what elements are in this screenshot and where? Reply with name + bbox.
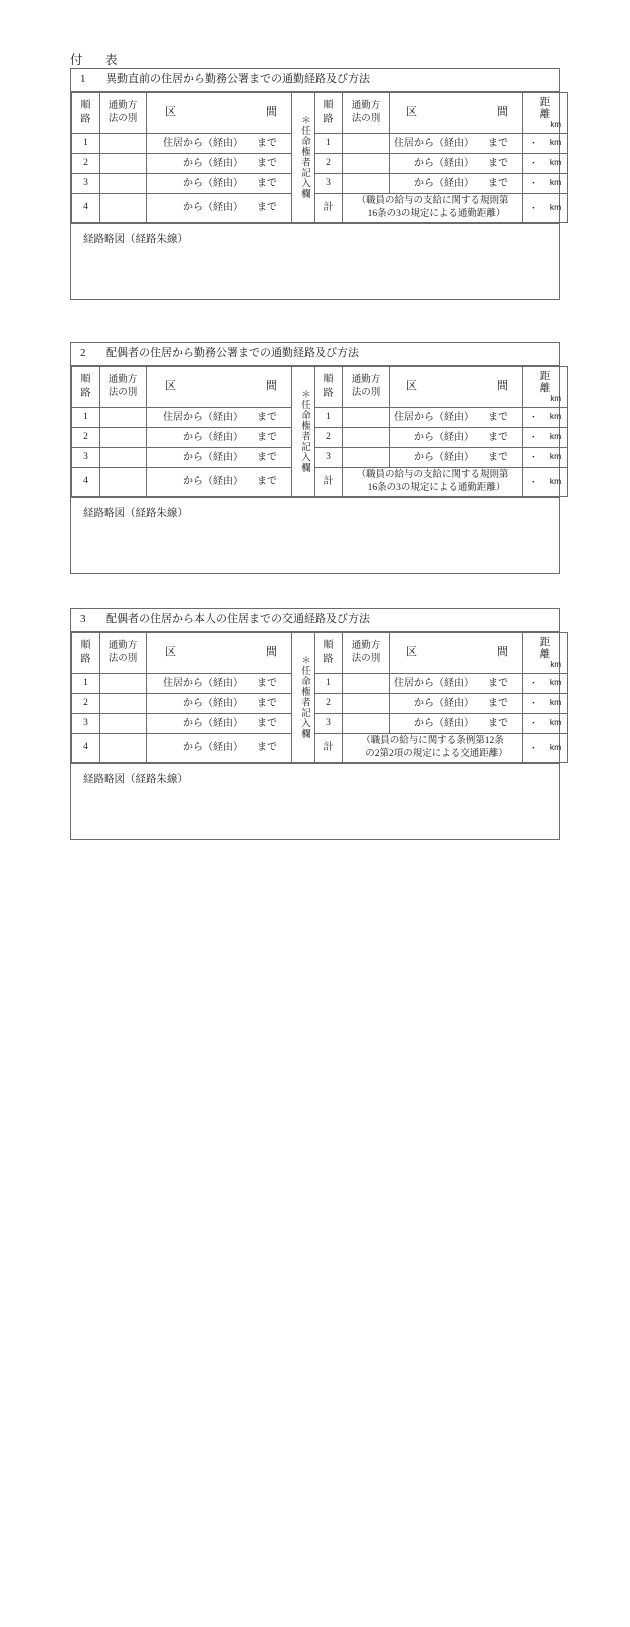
- header-span-right-right: 間: [497, 106, 508, 119]
- table-caption-3: [71, 609, 559, 632]
- span-to: まで: [488, 697, 508, 709]
- total-distance-input[interactable]: [523, 193, 568, 222]
- header-method-line2: 法の別: [108, 653, 138, 664]
- header-method-line1: 通勤方: [108, 374, 138, 385]
- span-to: まで: [257, 431, 277, 443]
- table-block-2: [70, 342, 569, 574]
- table-block-1: [70, 68, 569, 300]
- header-distance: [523, 92, 568, 133]
- span-input-left[interactable]: [147, 467, 292, 496]
- span-from: から（: [414, 451, 444, 463]
- table-header-row: [72, 366, 568, 407]
- appointer-entry-label: ＊任命権者記入欄: [298, 655, 309, 740]
- distance-dot: ・: [528, 412, 538, 423]
- distance-unit: km: [549, 451, 562, 462]
- span-from: から（: [183, 697, 213, 709]
- header-span-right-col: [390, 632, 523, 673]
- span-to: まで: [257, 697, 277, 709]
- header-distance: [523, 366, 568, 407]
- distance-input[interactable]: [523, 407, 568, 427]
- row-number-left: 2: [72, 693, 100, 713]
- span-input-left[interactable]: [147, 673, 292, 693]
- method-input-left[interactable]: [100, 153, 147, 173]
- row-number-right: 3: [315, 713, 343, 733]
- row-number-right: 2: [315, 693, 343, 713]
- total-label: 計: [315, 467, 343, 496]
- distance-input[interactable]: [523, 693, 568, 713]
- header-order-line2: 路: [80, 113, 91, 125]
- span-from: 住居から（: [394, 137, 444, 149]
- span-input-right[interactable]: [390, 133, 523, 153]
- distance-dot: ・: [528, 202, 538, 213]
- span-input-right[interactable]: [390, 427, 523, 447]
- header-order-right-line1: 順: [323, 640, 334, 652]
- span-via: 経由）: [213, 411, 243, 423]
- header-order-right-line2: 路: [323, 113, 334, 125]
- header-order-right-line1: 順: [323, 100, 334, 112]
- row-number-right: 3: [315, 173, 343, 193]
- table-total-row: [72, 467, 568, 496]
- table-header-row: [72, 92, 568, 133]
- table-row: [72, 153, 568, 173]
- table-caption-2: [71, 343, 559, 366]
- span-input-right[interactable]: [390, 693, 523, 713]
- span-via: 経由）: [444, 177, 474, 189]
- distance-input[interactable]: [523, 153, 568, 173]
- method-input-right[interactable]: [343, 693, 390, 713]
- span-via: 経由）: [213, 431, 243, 443]
- total-label: 計: [315, 193, 343, 222]
- distance-unit: km: [549, 697, 562, 708]
- span-from: から（: [183, 742, 213, 753]
- span-from: から（: [183, 431, 213, 443]
- span-from: 住居から（: [394, 411, 444, 423]
- span-via: 経由）: [213, 742, 243, 753]
- distance-unit: km: [549, 717, 562, 728]
- row-number-right: 3: [315, 447, 343, 467]
- span-via: 経由）: [213, 137, 243, 149]
- method-input-right[interactable]: [343, 427, 390, 447]
- header-method-right-line2: 法の別: [351, 387, 381, 398]
- span-input-left[interactable]: [147, 447, 292, 467]
- span-via: 経由）: [444, 431, 474, 443]
- span-from: 住居から（: [394, 677, 444, 689]
- table-row: [72, 673, 568, 693]
- span-via: 経由）: [213, 451, 243, 463]
- header-method: [100, 632, 147, 673]
- row-number-left: 4: [72, 467, 100, 496]
- span-to: まで: [488, 177, 508, 189]
- header-span: [147, 632, 292, 673]
- span-via: 経由）: [213, 476, 243, 487]
- row-number-left: 1: [72, 407, 100, 427]
- distance-input[interactable]: [523, 673, 568, 693]
- route-table-2: [71, 366, 568, 497]
- header-distance-label: 距 離: [539, 636, 569, 660]
- header-order-right: [315, 92, 343, 133]
- span-to: まで: [257, 451, 277, 463]
- method-input-right[interactable]: [343, 713, 390, 733]
- span-to: まで: [488, 411, 508, 423]
- span-from: から（: [183, 157, 213, 169]
- route-sketch-area[interactable]: [71, 763, 559, 839]
- header-order-line1: 順: [80, 640, 91, 652]
- table-row: [72, 427, 568, 447]
- span-via: 経由）: [213, 677, 243, 689]
- span-via: 経由）: [444, 137, 474, 149]
- distance-dot: ・: [528, 158, 538, 169]
- span-to: まで: [257, 157, 277, 169]
- header-order-line1: 順: [80, 100, 91, 112]
- method-input-right[interactable]: [343, 173, 390, 193]
- header-order-right-line1: 順: [323, 374, 334, 386]
- header-distance-unit: km: [550, 659, 561, 669]
- row-number-left: 3: [72, 447, 100, 467]
- distance-dot: ・: [528, 678, 538, 689]
- header-span-right-col: [390, 366, 523, 407]
- table-number-1: 1: [80, 73, 86, 85]
- span-input-right[interactable]: [390, 447, 523, 467]
- distance-unit: km: [549, 201, 562, 212]
- span-input-left[interactable]: [147, 173, 292, 193]
- span-input-right[interactable]: [390, 153, 523, 173]
- header-method-line1: 通勤方: [108, 640, 138, 651]
- span-from: から（: [414, 177, 444, 189]
- span-via: 経由）: [213, 157, 243, 169]
- header-distance-unit: km: [550, 119, 561, 129]
- header-method: [100, 366, 147, 407]
- span-from: から（: [183, 177, 213, 189]
- appointer-entry-column: [292, 366, 315, 496]
- distance-input[interactable]: [523, 133, 568, 153]
- header-span-right-left: 区: [406, 646, 417, 659]
- table-total-row: [72, 193, 568, 222]
- header-method-right: [343, 92, 390, 133]
- header-span-right: 間: [266, 380, 277, 393]
- table-row: [72, 407, 568, 427]
- header-span-right-right: 間: [497, 646, 508, 659]
- table-row: [72, 713, 568, 733]
- span-via: 経由）: [444, 697, 474, 709]
- header-method-right-line1: 通勤方: [351, 640, 381, 651]
- span-input-left[interactable]: [147, 713, 292, 733]
- span-from: から（: [183, 202, 213, 213]
- header-span-left: 区: [165, 646, 176, 659]
- header-order-right: [315, 366, 343, 407]
- header-method-right: [343, 632, 390, 673]
- span-via: 経由）: [444, 157, 474, 169]
- span-from: 住居から（: [163, 137, 213, 149]
- header-order: [72, 92, 100, 133]
- table-caption-text-1: 異動直前の住居から勤務公署までの通勤経路及び方法: [106, 73, 370, 85]
- span-to: まで: [257, 742, 277, 753]
- span-via: 経由）: [444, 677, 474, 689]
- header-span: [147, 92, 292, 133]
- span-input-left[interactable]: [147, 733, 292, 762]
- route-sketch-area[interactable]: [71, 223, 559, 299]
- header-order-line2: 路: [80, 387, 91, 399]
- route-sketch-label: 経路略図（経路朱線）: [83, 773, 188, 785]
- span-to: まで: [488, 137, 508, 149]
- total-text-line1: （職員の給与の支給に関する規則第: [356, 196, 509, 207]
- method-input-right[interactable]: [343, 447, 390, 467]
- span-to: まで: [257, 476, 277, 487]
- total-label: 計: [315, 733, 343, 762]
- span-from: 住居から（: [163, 411, 213, 423]
- header-method-right: [343, 366, 390, 407]
- table-row: [72, 447, 568, 467]
- span-to: まで: [257, 137, 277, 149]
- span-to: まで: [488, 677, 508, 689]
- table-caption-text-2: 配偶者の住居から勤務公署までの通勤経路及び方法: [106, 347, 359, 359]
- method-input-right[interactable]: [343, 673, 390, 693]
- table-total-row: [72, 733, 568, 762]
- span-input-right[interactable]: [390, 173, 523, 193]
- page-title: 付 表: [70, 53, 123, 67]
- table-number-2: 2: [80, 347, 86, 359]
- method-input-left[interactable]: [100, 673, 147, 693]
- header-distance-label: 距 離: [539, 370, 569, 394]
- row-number-left: 1: [72, 673, 100, 693]
- span-input-left[interactable]: [147, 193, 292, 222]
- total-text-line2: の2第2項の規定による交通距離）: [365, 748, 508, 759]
- header-span-left: 区: [165, 380, 176, 393]
- span-from: から（: [414, 431, 444, 443]
- total-text-line1: （職員の給与の支給に関する規則第: [356, 470, 509, 481]
- distance-unit: km: [549, 677, 562, 688]
- distance-unit: km: [549, 177, 562, 188]
- row-number-left: 1: [72, 133, 100, 153]
- distance-input[interactable]: [523, 427, 568, 447]
- distance-dot: ・: [528, 178, 538, 189]
- method-input-left[interactable]: [100, 733, 147, 762]
- span-to: まで: [257, 202, 277, 213]
- total-text-line2: 16条の3の規定による通勤距離）: [367, 208, 506, 219]
- method-input-left[interactable]: [100, 427, 147, 447]
- distance-input[interactable]: [523, 713, 568, 733]
- appointer-entry-column: [292, 92, 315, 222]
- span-to: まで: [488, 451, 508, 463]
- span-input-left[interactable]: [147, 693, 292, 713]
- distance-unit: km: [549, 137, 562, 148]
- route-sketch-area[interactable]: [71, 497, 559, 573]
- distance-unit: km: [549, 475, 562, 486]
- total-distance-input[interactable]: [523, 467, 568, 496]
- distance-dot: ・: [528, 452, 538, 463]
- table-block-3: [70, 608, 569, 840]
- total-distance-input[interactable]: [523, 733, 568, 762]
- header-span-left: 区: [165, 106, 176, 119]
- distance-dot: ・: [528, 718, 538, 729]
- span-input-right[interactable]: [390, 713, 523, 733]
- span-to: まで: [488, 431, 508, 443]
- distance-input[interactable]: [523, 173, 568, 193]
- header-order-line1: 順: [80, 374, 91, 386]
- route-sketch-label: 経路略図（経路朱線）: [83, 507, 188, 519]
- header-span-right-left: 区: [406, 106, 417, 119]
- row-number-left: 3: [72, 713, 100, 733]
- table-caption-text-3: 配偶者の住居から本人の住居までの交通経路及び方法: [106, 613, 370, 625]
- method-input-left[interactable]: [100, 133, 147, 153]
- distance-input[interactable]: [523, 447, 568, 467]
- route-table-3: [71, 632, 568, 763]
- header-method-line2: 法の別: [108, 113, 138, 124]
- span-via: 経由）: [444, 411, 474, 423]
- method-input-right[interactable]: [343, 407, 390, 427]
- distance-unit: km: [549, 157, 562, 168]
- header-span-right: 間: [266, 646, 277, 659]
- span-to: まで: [488, 717, 508, 729]
- header-order: [72, 632, 100, 673]
- span-from: から（: [183, 451, 213, 463]
- distance-dot: ・: [528, 138, 538, 149]
- header-order-right: [315, 632, 343, 673]
- method-input-left[interactable]: [100, 467, 147, 496]
- header-method-right-line2: 法の別: [351, 113, 381, 124]
- header-distance-unit: km: [550, 393, 561, 403]
- method-input-right[interactable]: [343, 133, 390, 153]
- header-order-right-line2: 路: [323, 653, 334, 665]
- method-input-left[interactable]: [100, 173, 147, 193]
- header-span: [147, 366, 292, 407]
- span-via: 経由）: [213, 697, 243, 709]
- row-number-left: 4: [72, 733, 100, 762]
- row-number-right: 1: [315, 133, 343, 153]
- total-description: [343, 193, 523, 222]
- header-order-line2: 路: [80, 653, 91, 665]
- method-input-left[interactable]: [100, 713, 147, 733]
- header-span-right-right: 間: [497, 380, 508, 393]
- appointer-entry-label: ＊任命権者記入欄: [298, 115, 309, 200]
- header-method-line2: 法の別: [108, 387, 138, 398]
- appointer-entry-column: [292, 632, 315, 762]
- distance-dot: ・: [528, 698, 538, 709]
- table-caption-1: [71, 69, 559, 92]
- span-to: まで: [257, 177, 277, 189]
- span-input-right[interactable]: [390, 407, 523, 427]
- distance-unit: km: [549, 741, 562, 752]
- span-from: から（: [414, 157, 444, 169]
- span-input-right[interactable]: [390, 673, 523, 693]
- header-method-right-line1: 通勤方: [351, 100, 381, 111]
- span-input-left[interactable]: [147, 427, 292, 447]
- row-number-left: 3: [72, 173, 100, 193]
- route-table-1: [71, 92, 568, 223]
- header-span-right: 間: [266, 106, 277, 119]
- table-header-row: [72, 632, 568, 673]
- table-row: [72, 173, 568, 193]
- method-input-right[interactable]: [343, 153, 390, 173]
- header-span-right-left: 区: [406, 380, 417, 393]
- appointer-entry-label: ＊任命権者記入欄: [298, 389, 309, 474]
- header-method: [100, 92, 147, 133]
- row-number-right: 1: [315, 673, 343, 693]
- span-via: 経由）: [213, 177, 243, 189]
- method-input-left[interactable]: [100, 447, 147, 467]
- method-input-left[interactable]: [100, 407, 147, 427]
- span-to: まで: [257, 677, 277, 689]
- span-from: から（: [414, 717, 444, 729]
- header-distance: [523, 632, 568, 673]
- row-number-left: 4: [72, 193, 100, 222]
- header-order-right-line2: 路: [323, 387, 334, 399]
- header-method-right-line2: 法の別: [351, 653, 381, 664]
- span-via: 経由）: [444, 451, 474, 463]
- span-via: 経由）: [213, 202, 243, 213]
- row-number-right: 2: [315, 153, 343, 173]
- row-number-right: 2: [315, 427, 343, 447]
- distance-unit: km: [549, 411, 562, 422]
- distance-dot: ・: [528, 432, 538, 443]
- distance-dot: ・: [528, 742, 538, 753]
- span-from: から（: [183, 476, 213, 487]
- span-input-left[interactable]: [147, 407, 292, 427]
- total-description: [343, 467, 523, 496]
- header-method-right-line1: 通勤方: [351, 374, 381, 385]
- span-to: まで: [257, 411, 277, 423]
- header-order: [72, 366, 100, 407]
- row-number-left: 2: [72, 153, 100, 173]
- total-text-line1: （職員の給与に関する条例第12条: [361, 736, 504, 747]
- table-row: [72, 693, 568, 713]
- method-input-left[interactable]: [100, 693, 147, 713]
- row-number-right: 1: [315, 407, 343, 427]
- distance-unit: km: [549, 431, 562, 442]
- total-text-line2: 16条の3の規定による通勤距離）: [367, 482, 506, 493]
- span-to: まで: [488, 157, 508, 169]
- method-input-left[interactable]: [100, 193, 147, 222]
- span-to: まで: [257, 717, 277, 729]
- route-sketch-label: 経路略図（経路朱線）: [83, 233, 188, 245]
- total-description: [343, 733, 523, 762]
- span-input-left[interactable]: [147, 153, 292, 173]
- header-distance-label: 距 離: [539, 96, 569, 120]
- distance-dot: ・: [528, 476, 538, 487]
- span-from: から（: [183, 717, 213, 729]
- span-input-left[interactable]: [147, 133, 292, 153]
- table-number-3: 3: [80, 613, 86, 625]
- header-method-line1: 通勤方: [108, 100, 138, 111]
- span-via: 経由）: [213, 717, 243, 729]
- span-from: 住居から（: [163, 677, 213, 689]
- header-span-right-col: [390, 92, 523, 133]
- span-from: から（: [414, 697, 444, 709]
- span-via: 経由）: [444, 717, 474, 729]
- table-row: [72, 133, 568, 153]
- row-number-left: 2: [72, 427, 100, 447]
